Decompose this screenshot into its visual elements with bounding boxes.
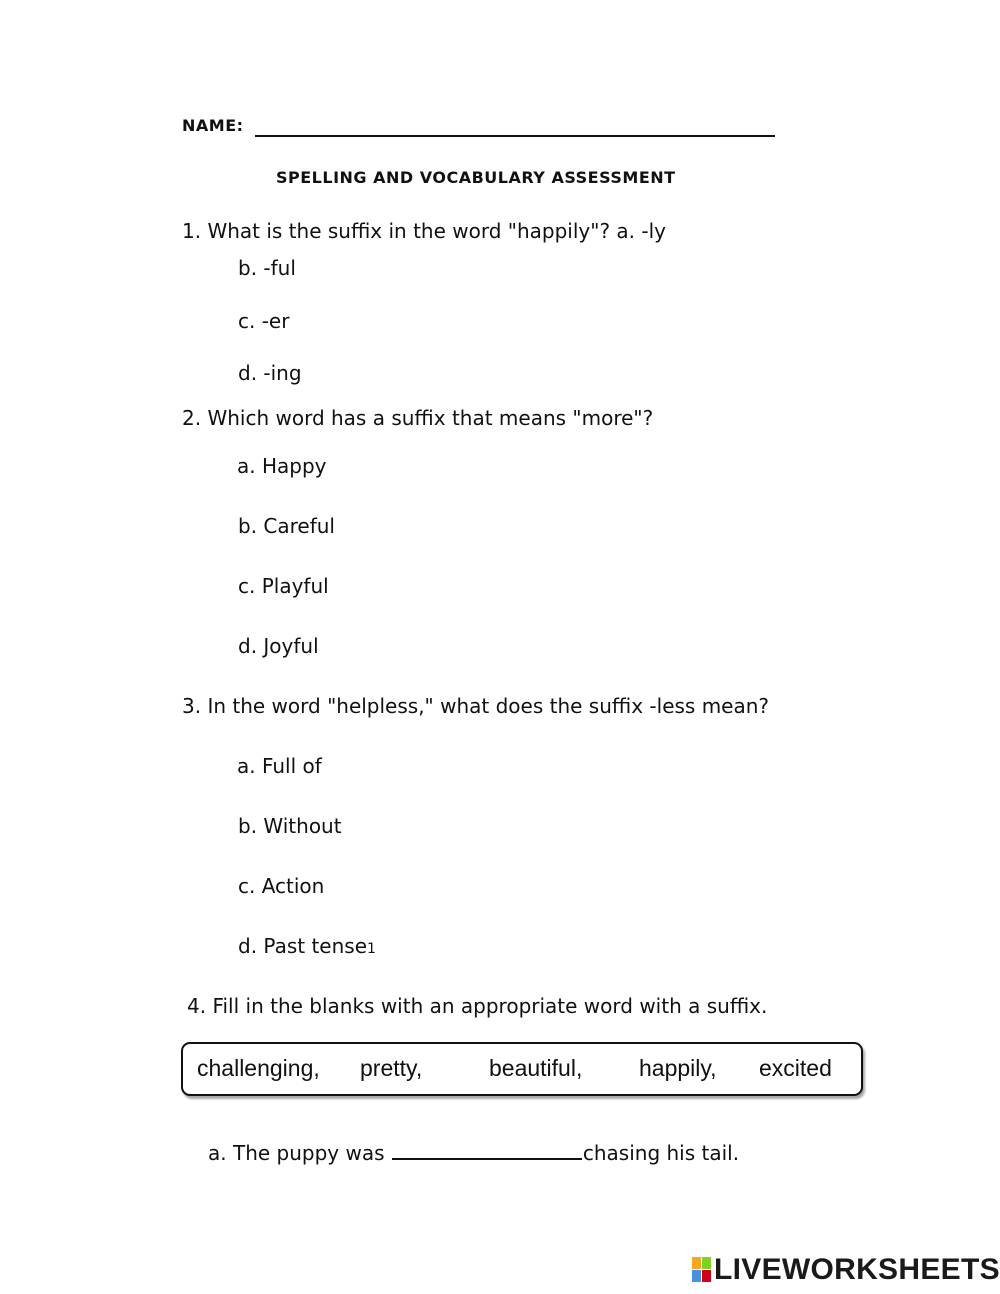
question-1-option-d: d. -ing <box>238 361 302 385</box>
option-text: d. Past tense <box>238 934 367 958</box>
word-bank-box <box>181 1042 863 1096</box>
question-2-option-a: a. Happy <box>237 454 327 478</box>
liveworksheets-logo <box>692 1253 1000 1287</box>
question-2-option-c: c. Playful <box>238 574 329 598</box>
name-input-line[interactable] <box>255 135 775 137</box>
word-bank-item: excited <box>759 1055 832 1081</box>
question-2: 2. Which word has a suffix that means "more"? <box>182 406 654 430</box>
question-4: 4. Fill in the blanks with an appropriate word with a suffix. <box>187 994 768 1018</box>
name-label: NAME: <box>182 116 244 135</box>
logo-block-icon <box>702 1257 711 1269</box>
fill-in-sentence-a <box>208 1140 739 1165</box>
question-1-option-b: b. -ful <box>238 256 296 280</box>
answer-blank-a[interactable] <box>392 1140 582 1160</box>
word-bank-item: challenging, <box>197 1055 320 1081</box>
page-number: 1 <box>367 941 376 957</box>
question-1: 1. What is the suffix in the word "happily"? a. -ly <box>182 219 666 243</box>
sentence-a-suffix: chasing his tail. <box>582 1141 740 1165</box>
sentence-a-prefix: a. The puppy was <box>208 1141 391 1165</box>
question-3-option-d <box>238 934 376 958</box>
question-3: 3. In the word "helpless," what does the suffix -less mean? <box>182 694 770 718</box>
question-3-option-b: b. Without <box>238 814 342 838</box>
question-3-option-a: a. Full of <box>237 754 322 778</box>
question-2-option-d: d. Joyful <box>238 634 319 658</box>
word-bank-item: happily, <box>639 1055 717 1081</box>
page-title: SPELLING AND VOCABULARY ASSESSMENT <box>276 168 676 187</box>
word-bank-item: beautiful, <box>489 1055 583 1081</box>
logo-block-icon <box>692 1257 701 1269</box>
question-2-option-b: b. Careful <box>238 514 335 538</box>
question-3-option-c: c. Action <box>238 874 325 898</box>
logo-block-icon <box>702 1270 711 1282</box>
word-bank-item: pretty, <box>360 1055 423 1081</box>
liveworksheets-logo-icon <box>692 1257 712 1283</box>
liveworksheets-logo-text: LIVEWORKSHEETS <box>714 1253 1000 1286</box>
logo-block-icon <box>692 1270 701 1282</box>
question-1-option-c: c. -er <box>238 309 290 333</box>
